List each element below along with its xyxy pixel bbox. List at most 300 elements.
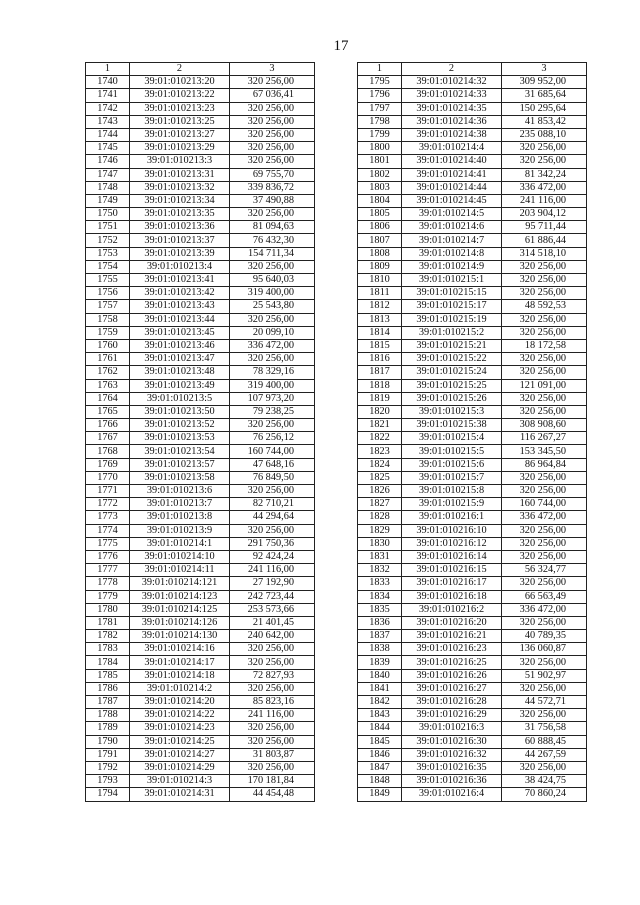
value-cell: 66 563,49: [502, 590, 587, 603]
row-number-cell: 1752: [86, 234, 130, 247]
value-cell: 241 116,00: [230, 709, 315, 722]
table-row: [86, 313, 315, 326]
cadastral-number-cell: 39:01:010214:8: [402, 247, 502, 260]
table-row: [86, 194, 315, 207]
table-row: [86, 643, 315, 656]
row-number-cell: 1816: [358, 353, 402, 366]
value-cell: 320 256,00: [502, 682, 587, 695]
value-cell: 253 573,66: [230, 603, 315, 616]
table-row: [358, 287, 587, 300]
value-cell: 31 756,58: [502, 722, 587, 735]
value-cell: 44 294,64: [230, 511, 315, 524]
row-number-cell: 1842: [358, 696, 402, 709]
table-row: [86, 775, 315, 788]
value-cell: 69 755,70: [230, 168, 315, 181]
row-number-cell: 1793: [86, 775, 130, 788]
row-number-cell: 1782: [86, 630, 130, 643]
row-number-cell: 1762: [86, 366, 130, 379]
value-cell: 320 256,00: [502, 485, 587, 498]
cadastral-number-cell: 39:01:010214:121: [130, 577, 230, 590]
table-row: [358, 761, 587, 774]
row-number-cell: 1751: [86, 221, 130, 234]
value-cell: 154 711,34: [230, 247, 315, 260]
header-row: [86, 63, 315, 76]
cadastral-number-cell: 39:01:010213:43: [130, 300, 230, 313]
table-row: [86, 603, 315, 616]
table-row: [358, 471, 587, 484]
row-number-cell: 1803: [358, 181, 402, 194]
row-number-cell: 1759: [86, 326, 130, 339]
row-number-cell: 1805: [358, 208, 402, 221]
cadastral-number-cell: 39:01:010215:4: [402, 432, 502, 445]
table-row: [358, 76, 587, 89]
row-number-cell: 1827: [358, 498, 402, 511]
table-row: [86, 419, 315, 432]
value-cell: 235 088,10: [502, 128, 587, 141]
value-cell: 44 572,71: [502, 696, 587, 709]
value-cell: 160 744,00: [502, 498, 587, 511]
table-row: [86, 142, 315, 155]
value-cell: 320 256,00: [230, 656, 315, 669]
table-row: [358, 643, 587, 656]
cadastral-number-cell: 39:01:010214:23: [130, 722, 230, 735]
value-cell: 116 267,27: [502, 432, 587, 445]
table-row: [358, 353, 587, 366]
table-row: [86, 498, 315, 511]
table-row: [358, 550, 587, 563]
value-cell: 47 648,16: [230, 458, 315, 471]
row-number-cell: 1783: [86, 643, 130, 656]
column-header: 2: [402, 63, 502, 76]
value-cell: 51 902,97: [502, 669, 587, 682]
cadastral-number-cell: 39:01:010213:35: [130, 208, 230, 221]
table-row: [86, 128, 315, 141]
row-number-cell: 1817: [358, 366, 402, 379]
row-number-cell: 1800: [358, 142, 402, 155]
value-cell: 60 888,45: [502, 735, 587, 748]
cadastral-number-cell: 39:01:010213:39: [130, 247, 230, 260]
value-cell: 320 256,00: [502, 709, 587, 722]
cadastral-number-cell: 39:01:010215:5: [402, 445, 502, 458]
table-row: [358, 656, 587, 669]
value-cell: 319 400,00: [230, 379, 315, 392]
table-row: [358, 696, 587, 709]
value-cell: 320 256,00: [230, 115, 315, 128]
column-header: 1: [86, 63, 130, 76]
cadastral-number-cell: 39:01:010216:30: [402, 735, 502, 748]
table-row: [358, 142, 587, 155]
row-number-cell: 1778: [86, 577, 130, 590]
cadastral-number-cell: 39:01:010216:2: [402, 603, 502, 616]
left-table: [85, 62, 315, 802]
value-cell: 81 342,24: [502, 168, 587, 181]
value-cell: 150 295,64: [502, 102, 587, 115]
value-cell: 320 256,00: [230, 524, 315, 537]
table-row: [358, 234, 587, 247]
table-row: [86, 696, 315, 709]
value-cell: 241 116,00: [502, 194, 587, 207]
row-number-cell: 1791: [86, 748, 130, 761]
row-number-cell: 1807: [358, 234, 402, 247]
cadastral-number-cell: 39:01:010214:20: [130, 696, 230, 709]
row-number-cell: 1761: [86, 353, 130, 366]
value-cell: 320 256,00: [502, 616, 587, 629]
table-row: [358, 221, 587, 234]
table-row: [86, 709, 315, 722]
row-number-cell: 1828: [358, 511, 402, 524]
value-cell: 72 827,93: [230, 669, 315, 682]
value-cell: 320 256,00: [230, 682, 315, 695]
cadastral-number-cell: 39:01:010215:19: [402, 313, 502, 326]
row-number-cell: 1844: [358, 722, 402, 735]
table-row: [86, 788, 315, 801]
value-cell: 40 789,35: [502, 630, 587, 643]
cadastral-number-cell: 39:01:010216:18: [402, 590, 502, 603]
table-row: [358, 155, 587, 168]
cadastral-number-cell: 39:01:010213:6: [130, 485, 230, 498]
cadastral-number-cell: 39:01:010213:22: [130, 89, 230, 102]
cadastral-number-cell: 39:01:010213:4: [130, 260, 230, 273]
row-number-cell: 1788: [86, 709, 130, 722]
table-row: [86, 234, 315, 247]
cadastral-number-cell: 39:01:010215:9: [402, 498, 502, 511]
value-cell: 308 908,60: [502, 419, 587, 432]
row-number-cell: 1781: [86, 616, 130, 629]
cadastral-number-cell: 39:01:010213:44: [130, 313, 230, 326]
value-cell: 320 256,00: [502, 274, 587, 287]
cadastral-number-cell: 39:01:010213:57: [130, 458, 230, 471]
row-number-cell: 1780: [86, 603, 130, 616]
cadastral-number-cell: 39:01:010215:7: [402, 471, 502, 484]
cadastral-number-cell: 39:01:010215:15: [402, 287, 502, 300]
row-number-cell: 1755: [86, 274, 130, 287]
right-table: [357, 62, 587, 802]
cadastral-number-cell: 39:01:010216:27: [402, 682, 502, 695]
value-cell: 48 592,53: [502, 300, 587, 313]
cadastral-number-cell: 39:01:010214:33: [402, 89, 502, 102]
cadastral-number-cell: 39:01:010216:23: [402, 643, 502, 656]
row-number-cell: 1743: [86, 115, 130, 128]
value-cell: 170 181,84: [230, 775, 315, 788]
value-cell: 25 543,80: [230, 300, 315, 313]
table-row: [358, 485, 587, 498]
cadastral-number-cell: 39:01:010214:126: [130, 616, 230, 629]
table-row: [86, 485, 315, 498]
cadastral-number-cell: 39:01:010216:26: [402, 669, 502, 682]
cadastral-number-cell: 39:01:010213:54: [130, 445, 230, 458]
cadastral-number-cell: 39:01:010213:3: [130, 155, 230, 168]
cadastral-number-cell: 39:01:010214:25: [130, 735, 230, 748]
table-row: [86, 274, 315, 287]
row-number-cell: 1836: [358, 616, 402, 629]
table-row: [86, 524, 315, 537]
row-number-cell: 1811: [358, 287, 402, 300]
value-cell: 27 192,90: [230, 577, 315, 590]
cadastral-number-cell: 39:01:010213:47: [130, 353, 230, 366]
value-cell: 320 256,00: [502, 405, 587, 418]
value-cell: 44 267,59: [502, 748, 587, 761]
row-number-cell: 1765: [86, 405, 130, 418]
cadastral-number-cell: 39:01:010214:3: [130, 775, 230, 788]
row-number-cell: 1758: [86, 313, 130, 326]
cadastral-number-cell: 39:01:010214:32: [402, 76, 502, 89]
value-cell: 240 642,00: [230, 630, 315, 643]
value-cell: 82 710,21: [230, 498, 315, 511]
row-number-cell: 1819: [358, 392, 402, 405]
value-cell: 38 424,75: [502, 775, 587, 788]
row-number-cell: 1818: [358, 379, 402, 392]
cadastral-number-cell: 39:01:010213:7: [130, 498, 230, 511]
row-number-cell: 1810: [358, 274, 402, 287]
table-row: [358, 339, 587, 352]
row-number-cell: 1846: [358, 748, 402, 761]
table-row: [86, 392, 315, 405]
row-number-cell: 1796: [358, 89, 402, 102]
value-cell: 320 256,00: [502, 761, 587, 774]
value-cell: 136 060,87: [502, 643, 587, 656]
row-number-cell: 1753: [86, 247, 130, 260]
table-row: [358, 788, 587, 801]
table-row: [86, 181, 315, 194]
cadastral-number-cell: 39:01:010214:10: [130, 550, 230, 563]
row-number-cell: 1825: [358, 471, 402, 484]
value-cell: 320 256,00: [502, 656, 587, 669]
cadastral-number-cell: 39:01:010215:3: [402, 405, 502, 418]
value-cell: 85 823,16: [230, 696, 315, 709]
table-row: [358, 735, 587, 748]
cadastral-number-cell: 39:01:010213:45: [130, 326, 230, 339]
row-number-cell: 1813: [358, 313, 402, 326]
table-row: [86, 511, 315, 524]
row-number-cell: 1776: [86, 550, 130, 563]
row-number-cell: 1841: [358, 682, 402, 695]
table-row: [358, 260, 587, 273]
cadastral-number-cell: 39:01:010214:123: [130, 590, 230, 603]
row-number-cell: 1768: [86, 445, 130, 458]
value-cell: 160 744,00: [230, 445, 315, 458]
value-cell: 320 256,00: [502, 287, 587, 300]
table-row: [358, 313, 587, 326]
table-row: [86, 682, 315, 695]
table-row: [358, 102, 587, 115]
row-number-cell: 1830: [358, 537, 402, 550]
cadastral-number-cell: 39:01:010213:48: [130, 366, 230, 379]
row-number-cell: 1756: [86, 287, 130, 300]
table-row: [358, 379, 587, 392]
table-row: [358, 748, 587, 761]
value-cell: 31 803,87: [230, 748, 315, 761]
table-row: [358, 405, 587, 418]
cadastral-number-cell: 39:01:010216:10: [402, 524, 502, 537]
table-row: [358, 392, 587, 405]
row-number-cell: 1797: [358, 102, 402, 115]
value-cell: 320 256,00: [230, 76, 315, 89]
row-number-cell: 1773: [86, 511, 130, 524]
value-cell: 21 401,45: [230, 616, 315, 629]
column-header: 2: [130, 63, 230, 76]
cadastral-number-cell: 39:01:010216:14: [402, 550, 502, 563]
cadastral-number-cell: 39:01:010214:9: [402, 260, 502, 273]
row-number-cell: 1795: [358, 76, 402, 89]
value-cell: 320 256,00: [230, 761, 315, 774]
value-cell: 37 490,88: [230, 194, 315, 207]
value-cell: 320 256,00: [230, 722, 315, 735]
cadastral-number-cell: 39:01:010213:58: [130, 471, 230, 484]
cadastral-number-cell: 39:01:010215:1: [402, 274, 502, 287]
row-number-cell: 1787: [86, 696, 130, 709]
value-cell: 320 256,00: [502, 392, 587, 405]
cadastral-number-cell: 39:01:010213:27: [130, 128, 230, 141]
cadastral-number-cell: 39:01:010213:9: [130, 524, 230, 537]
header-row: [358, 63, 587, 76]
row-number-cell: 1766: [86, 419, 130, 432]
cadastral-number-cell: 39:01:010214:1: [130, 537, 230, 550]
row-number-cell: 1806: [358, 221, 402, 234]
value-cell: 86 964,84: [502, 458, 587, 471]
row-number-cell: 1835: [358, 603, 402, 616]
row-number-cell: 1822: [358, 432, 402, 445]
table-row: [358, 181, 587, 194]
cadastral-number-cell: 39:01:010215:2: [402, 326, 502, 339]
value-cell: 320 256,00: [230, 353, 315, 366]
row-number-cell: 1748: [86, 181, 130, 194]
value-cell: 320 256,00: [502, 471, 587, 484]
cadastral-number-cell: 39:01:010215:26: [402, 392, 502, 405]
row-number-cell: 1847: [358, 761, 402, 774]
row-number-cell: 1814: [358, 326, 402, 339]
cadastral-number-cell: 39:01:010214:2: [130, 682, 230, 695]
row-number-cell: 1767: [86, 432, 130, 445]
cadastral-number-cell: 39:01:010213:32: [130, 181, 230, 194]
value-cell: 67 036,41: [230, 89, 315, 102]
table-row: [358, 722, 587, 735]
row-number-cell: 1843: [358, 709, 402, 722]
cadastral-number-cell: 39:01:010213:29: [130, 142, 230, 155]
value-cell: 320 256,00: [230, 208, 315, 221]
cadastral-number-cell: 39:01:010213:41: [130, 274, 230, 287]
row-number-cell: 1742: [86, 102, 130, 115]
table-row: [358, 458, 587, 471]
cadastral-number-cell: 39:01:010215:6: [402, 458, 502, 471]
row-number-cell: 1833: [358, 577, 402, 590]
table-row: [86, 445, 315, 458]
cadastral-number-cell: 39:01:010216:21: [402, 630, 502, 643]
table-row: [86, 326, 315, 339]
value-cell: 320 256,00: [502, 313, 587, 326]
value-cell: 320 256,00: [502, 524, 587, 537]
value-cell: 153 345,50: [502, 445, 587, 458]
value-cell: 92 424,24: [230, 550, 315, 563]
row-number-cell: 1790: [86, 735, 130, 748]
row-number-cell: 1801: [358, 155, 402, 168]
value-cell: 336 472,00: [230, 339, 315, 352]
table-row: [86, 616, 315, 629]
cadastral-number-cell: 39:01:010213:37: [130, 234, 230, 247]
row-number-cell: 1754: [86, 260, 130, 273]
cadastral-number-cell: 39:01:010214:29: [130, 761, 230, 774]
table-row: [86, 471, 315, 484]
column-header: 3: [502, 63, 587, 76]
table-row: [358, 194, 587, 207]
row-number-cell: 1750: [86, 208, 130, 221]
table-row: [86, 748, 315, 761]
table-row: [86, 405, 315, 418]
value-cell: 121 091,00: [502, 379, 587, 392]
value-cell: 56 324,77: [502, 564, 587, 577]
table-row: [358, 590, 587, 603]
row-number-cell: 1749: [86, 194, 130, 207]
row-number-cell: 1786: [86, 682, 130, 695]
value-cell: 320 256,00: [502, 326, 587, 339]
cadastral-number-cell: 39:01:010214:22: [130, 709, 230, 722]
row-number-cell: 1799: [358, 128, 402, 141]
row-number-cell: 1812: [358, 300, 402, 313]
table-row: [358, 603, 587, 616]
row-number-cell: 1774: [86, 524, 130, 537]
table-row: [86, 590, 315, 603]
table-row: [358, 524, 587, 537]
table-row: [86, 287, 315, 300]
row-number-cell: 1820: [358, 405, 402, 418]
table-row: [358, 326, 587, 339]
cadastral-number-cell: 39:01:010213:53: [130, 432, 230, 445]
table-row: [358, 682, 587, 695]
cadastral-number-cell: 39:01:010214:35: [402, 102, 502, 115]
cadastral-number-cell: 39:01:010213:20: [130, 76, 230, 89]
table-row: [358, 89, 587, 102]
table-row: [358, 366, 587, 379]
cadastral-number-cell: 39:01:010213:34: [130, 194, 230, 207]
cadastral-number-cell: 39:01:010214:17: [130, 656, 230, 669]
cadastral-number-cell: 39:01:010214:125: [130, 603, 230, 616]
table-row: [358, 128, 587, 141]
cadastral-number-cell: 39:01:010214:44: [402, 181, 502, 194]
column-header: 3: [230, 63, 315, 76]
value-cell: 44 454,48: [230, 788, 315, 801]
value-cell: 320 256,00: [502, 537, 587, 550]
row-number-cell: 1849: [358, 788, 402, 801]
row-number-cell: 1763: [86, 379, 130, 392]
table-row: [86, 564, 315, 577]
row-number-cell: 1845: [358, 735, 402, 748]
cadastral-number-cell: 39:01:010215:8: [402, 485, 502, 498]
row-number-cell: 1792: [86, 761, 130, 774]
table-row: [86, 379, 315, 392]
row-number-cell: 1809: [358, 260, 402, 273]
value-cell: 76 256,12: [230, 432, 315, 445]
cadastral-number-cell: 39:01:010214:38: [402, 128, 502, 141]
table-row: [358, 300, 587, 313]
value-cell: 76 432,30: [230, 234, 315, 247]
cadastral-number-cell: 39:01:010214:40: [402, 155, 502, 168]
value-cell: 31 685,64: [502, 89, 587, 102]
cadastral-number-cell: 39:01:010216:28: [402, 696, 502, 709]
table-row: [86, 76, 315, 89]
row-number-cell: 1771: [86, 485, 130, 498]
table-row: [86, 630, 315, 643]
cadastral-number-cell: 39:01:010216:15: [402, 564, 502, 577]
page-number: 17: [333, 38, 349, 54]
row-number-cell: 1838: [358, 643, 402, 656]
value-cell: 320 256,00: [502, 577, 587, 590]
cadastral-number-cell: 39:01:010214:36: [402, 115, 502, 128]
value-cell: 320 256,00: [502, 550, 587, 563]
value-cell: 320 256,00: [230, 485, 315, 498]
value-cell: 336 472,00: [502, 603, 587, 616]
cadastral-number-cell: 39:01:010213:31: [130, 168, 230, 181]
row-number-cell: 1747: [86, 168, 130, 181]
table-row: [358, 669, 587, 682]
